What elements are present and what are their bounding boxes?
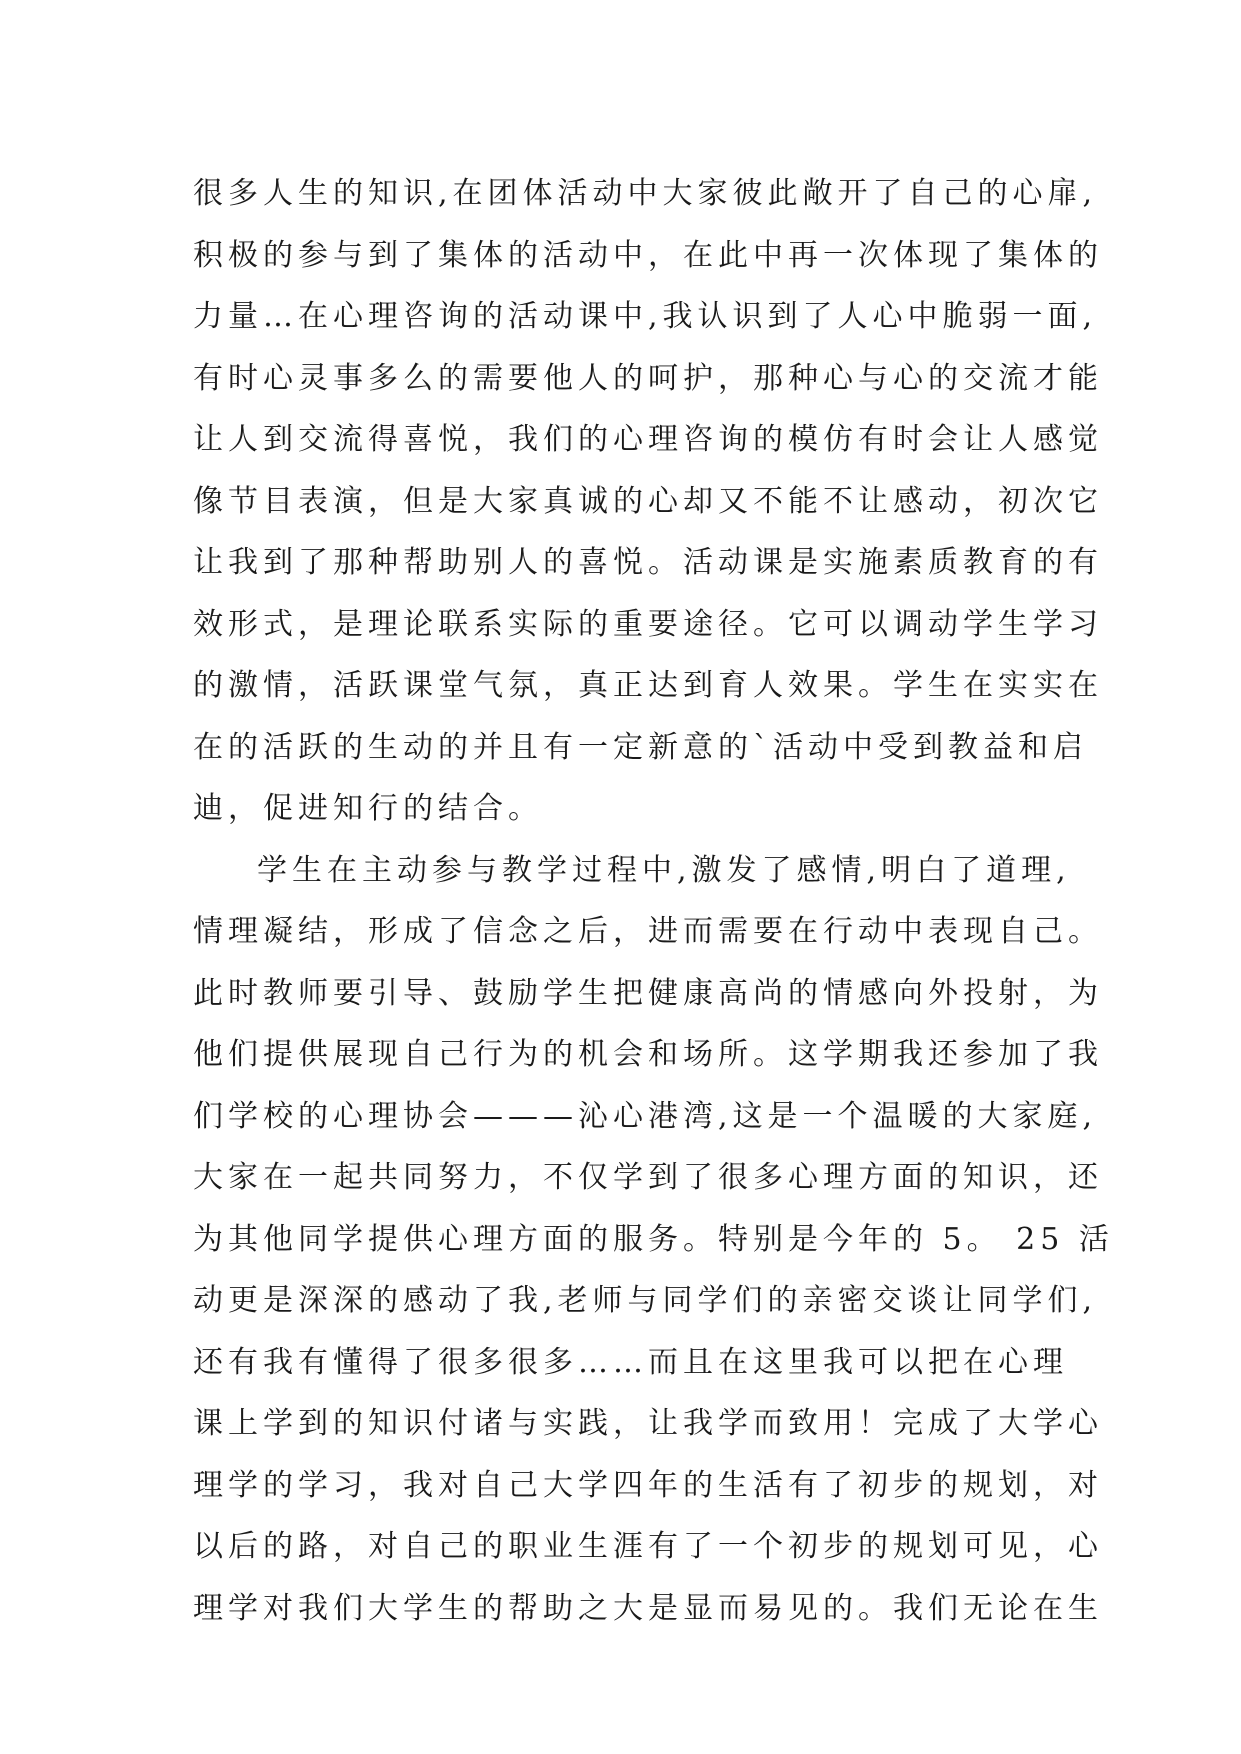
- text-line: 课上学到的知识付诸与实践，让我学而致用！完成了大学心: [193, 1406, 1103, 1441]
- text-line: 动更是深深的感动了我,老师与同学们的亲密交谈让同学们,: [193, 1283, 1098, 1318]
- text-line: 他们提供展现自己行为的机会和场所。这学期我还参加了我: [193, 1037, 1103, 1072]
- text-line: 的激情，活跃课堂气氛，真正达到育人效果。学生在实实在: [193, 668, 1103, 703]
- text-line: 理学对我们大学生的帮助之大是显而易见的。我们无论在生: [193, 1590, 1103, 1626]
- text-line: 在的活跃的生动的并且有一定新意的`活动中受到教益和启: [193, 729, 1088, 765]
- text-line: 积极的参与到了集体的活动中，在此中再一次体现了集体的: [193, 237, 1103, 273]
- text-line: 让人到交流得喜悦，我们的心理咨询的模仿有时会让人感觉: [193, 422, 1103, 457]
- paragraph-first-line: 学生在主动参与教学过程中,激发了感情,明白了道理,: [257, 852, 1071, 888]
- text-line: 有时心灵事多么的需要他人的呵护，那种心与心的交流才能: [193, 360, 1103, 396]
- text-line: 迪，促进知行的结合。: [193, 791, 543, 826]
- text-line: 让我到了那种帮助别人的喜悦。活动课是实施素质教育的有: [193, 545, 1103, 580]
- text-line: 像节目表演，但是大家真诚的心却又不能不让感动，初次它: [193, 483, 1103, 519]
- text-line: 为其他同学提供心理方面的服务。特别是今年的 5。 25 活: [193, 1221, 1114, 1257]
- text-line: 大家在一起共同努力，不仅学到了很多心理方面的知识，还: [193, 1160, 1103, 1195]
- text-line: 们学校的心理协会———沁心港湾,这是一个温暖的大家庭,: [193, 1098, 1098, 1134]
- text-line: 情理凝结，形成了信念之后，进而需要在行动中表现自己。: [193, 914, 1103, 949]
- text-line: 以后的路，对自己的职业生涯有了一个初步的规划可见，心: [193, 1529, 1103, 1564]
- text-line: 还有我有懂得了很多很多……而且在这里我可以把在心理: [193, 1344, 1068, 1380]
- text-line: 理学的学习，我对自己大学四年的生活有了初步的规划，对: [193, 1467, 1103, 1503]
- text-line: 此时教师要引导、鼓励学生把健康高尚的情感向外投射，为: [193, 975, 1103, 1011]
- text-line: 力量…在心理咨询的活动课中,我认识到了人心中脆弱一面,: [193, 299, 1098, 334]
- text-line: 效形式，是理论联系实际的重要途径。它可以调动学生学习: [193, 606, 1103, 642]
- text-line: 很多人生的知识,在团体活动中大家彼此敞开了自己的心扉,: [193, 176, 1098, 211]
- document-body: [193, 163, 1114, 1639]
